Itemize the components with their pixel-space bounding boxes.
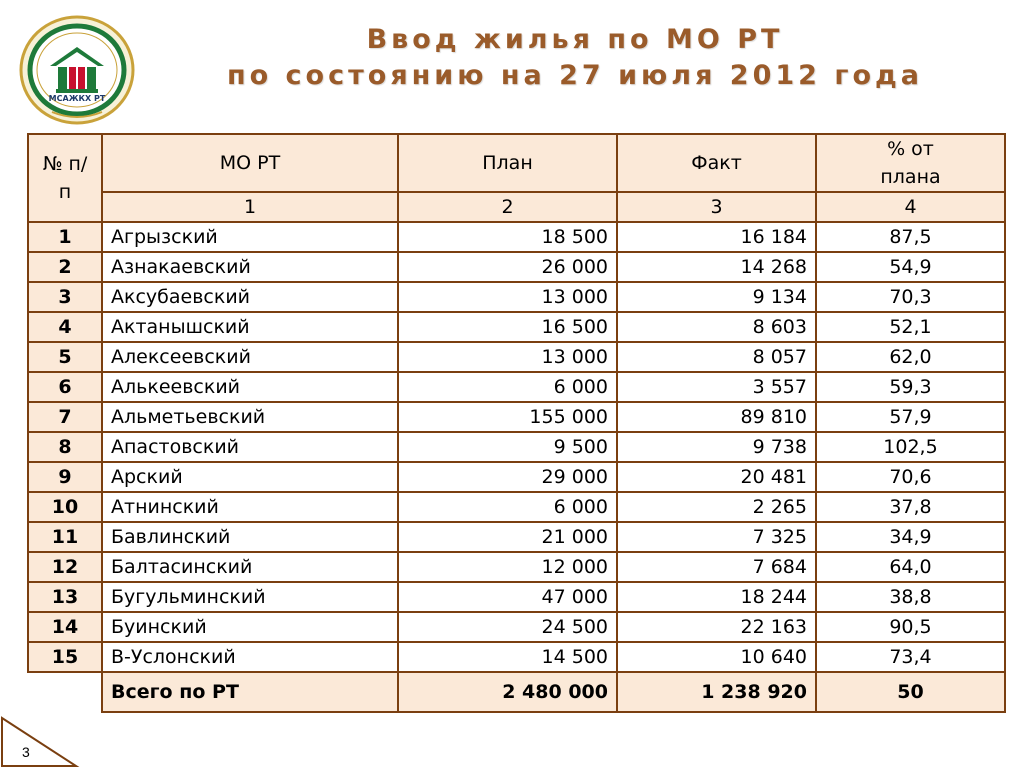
table-row <box>28 342 1005 372</box>
total-plan: 2 480 000 <box>398 672 617 712</box>
row-plan: 18 500 <box>398 222 617 252</box>
row-pct: 52,1 <box>816 312 1005 342</box>
row-name: Агрызский <box>102 222 398 252</box>
row-fact: 14 268 <box>617 252 816 282</box>
table-row <box>28 372 1005 402</box>
row-plan: 16 500 <box>398 312 617 342</box>
row-name: Балтасинский <box>102 552 398 582</box>
row-name: Аксубаевский <box>102 282 398 312</box>
row-num: 7 <box>28 402 102 432</box>
row-plan: 13 000 <box>398 342 617 372</box>
header-num: № п/п <box>28 134 102 222</box>
row-fact: 20 481 <box>617 462 816 492</box>
total-fact: 1 238 920 <box>617 672 816 712</box>
total-name: Всего по РТ <box>102 672 398 712</box>
table-header-row <box>28 134 1005 192</box>
row-name: Альметьевский <box>102 402 398 432</box>
row-fact: 8 603 <box>617 312 816 342</box>
column-number: 4 <box>816 192 1005 222</box>
row-fact: 8 057 <box>617 342 816 372</box>
table-row <box>28 252 1005 282</box>
row-plan: 26 000 <box>398 252 617 282</box>
row-name: Бугульминский <box>102 582 398 612</box>
row-pct: 59,3 <box>816 372 1005 402</box>
row-num: 13 <box>28 582 102 612</box>
table-row <box>28 642 1005 672</box>
row-name: Азнакаевский <box>102 252 398 282</box>
row-name: Бавлинский <box>102 522 398 552</box>
row-pct: 70,6 <box>816 462 1005 492</box>
house-emblem-icon <box>18 14 136 126</box>
table-body <box>28 222 1005 672</box>
row-name: Буинский <box>102 612 398 642</box>
table-row <box>28 612 1005 642</box>
row-num: 8 <box>28 432 102 462</box>
row-num: 5 <box>28 342 102 372</box>
row-name: Актанышский <box>102 312 398 342</box>
column-number: 3 <box>617 192 816 222</box>
row-pct: 54,9 <box>816 252 1005 282</box>
header-pct: % от плана <box>816 134 1005 192</box>
total-row <box>28 672 1005 712</box>
row-pct: 90,5 <box>816 612 1005 642</box>
row-pct: 87,5 <box>816 222 1005 252</box>
table-row <box>28 402 1005 432</box>
table-row <box>28 582 1005 612</box>
row-num: 1 <box>28 222 102 252</box>
row-pct: 62,0 <box>816 342 1005 372</box>
row-num: 4 <box>28 312 102 342</box>
table-row <box>28 432 1005 462</box>
column-number: 2 <box>398 192 617 222</box>
row-pct: 102,5 <box>816 432 1005 462</box>
row-plan: 13 000 <box>398 282 617 312</box>
row-fact: 7 684 <box>617 552 816 582</box>
slide-number <box>0 716 80 768</box>
table-row <box>28 552 1005 582</box>
total-pct: 50 <box>816 672 1005 712</box>
row-plan: 14 500 <box>398 642 617 672</box>
row-name: Алексеевский <box>102 342 398 372</box>
logo-text: МСАЖКХ РТ <box>48 94 106 103</box>
header-fact: Факт <box>617 134 816 192</box>
table-row <box>28 312 1005 342</box>
row-name: Апастовский <box>102 432 398 462</box>
row-num: 14 <box>28 612 102 642</box>
row-fact: 9 738 <box>617 432 816 462</box>
row-plan: 21 000 <box>398 522 617 552</box>
column-number: 1 <box>102 192 398 222</box>
row-num: 9 <box>28 462 102 492</box>
table-row <box>28 222 1005 252</box>
row-name: Атнинский <box>102 492 398 522</box>
table-row <box>28 522 1005 552</box>
row-name: Арский <box>102 462 398 492</box>
row-pct: 70,3 <box>816 282 1005 312</box>
row-fact: 89 810 <box>617 402 816 432</box>
row-pct: 73,4 <box>816 642 1005 672</box>
column-number-row <box>28 192 1005 222</box>
header-name: МО РТ <box>102 134 398 192</box>
row-num: 2 <box>28 252 102 282</box>
table-row <box>28 282 1005 312</box>
row-fact: 10 640 <box>617 642 816 672</box>
row-fact: 9 134 <box>617 282 816 312</box>
row-pct: 38,8 <box>816 582 1005 612</box>
row-fact: 7 325 <box>617 522 816 552</box>
total-blank-cell <box>28 672 102 712</box>
row-fact: 2 265 <box>617 492 816 522</box>
ministry-logo <box>18 14 136 126</box>
title-line-1: Ввод жилья по МО РТ <box>366 24 784 55</box>
row-plan: 6 000 <box>398 372 617 402</box>
table-row <box>28 462 1005 492</box>
row-fact: 16 184 <box>617 222 816 252</box>
page-title <box>150 22 1000 94</box>
row-plan: 12 000 <box>398 552 617 582</box>
header-plan: План <box>398 134 617 192</box>
row-pct: 34,9 <box>816 522 1005 552</box>
slide-corner-triangle-icon <box>0 716 80 768</box>
row-num: 15 <box>28 642 102 672</box>
row-fact: 18 244 <box>617 582 816 612</box>
row-plan: 155 000 <box>398 402 617 432</box>
row-num: 3 <box>28 282 102 312</box>
row-name: В-Услонский <box>102 642 398 672</box>
row-plan: 9 500 <box>398 432 617 462</box>
housing-table <box>27 133 1006 713</box>
row-plan: 24 500 <box>398 612 617 642</box>
row-name: Алькеевский <box>102 372 398 402</box>
row-num: 6 <box>28 372 102 402</box>
slide-number-text: 3 <box>22 744 30 760</box>
row-num: 11 <box>28 522 102 552</box>
row-fact: 22 163 <box>617 612 816 642</box>
table-row <box>28 492 1005 522</box>
title-line-2: по состоянию на 27 июля 2012 года <box>226 60 924 91</box>
row-num: 12 <box>28 552 102 582</box>
row-plan: 6 000 <box>398 492 617 522</box>
row-pct: 64,0 <box>816 552 1005 582</box>
row-pct: 57,9 <box>816 402 1005 432</box>
row-pct: 37,8 <box>816 492 1005 522</box>
row-fact: 3 557 <box>617 372 816 402</box>
row-num: 10 <box>28 492 102 522</box>
row-plan: 47 000 <box>398 582 617 612</box>
row-plan: 29 000 <box>398 462 617 492</box>
